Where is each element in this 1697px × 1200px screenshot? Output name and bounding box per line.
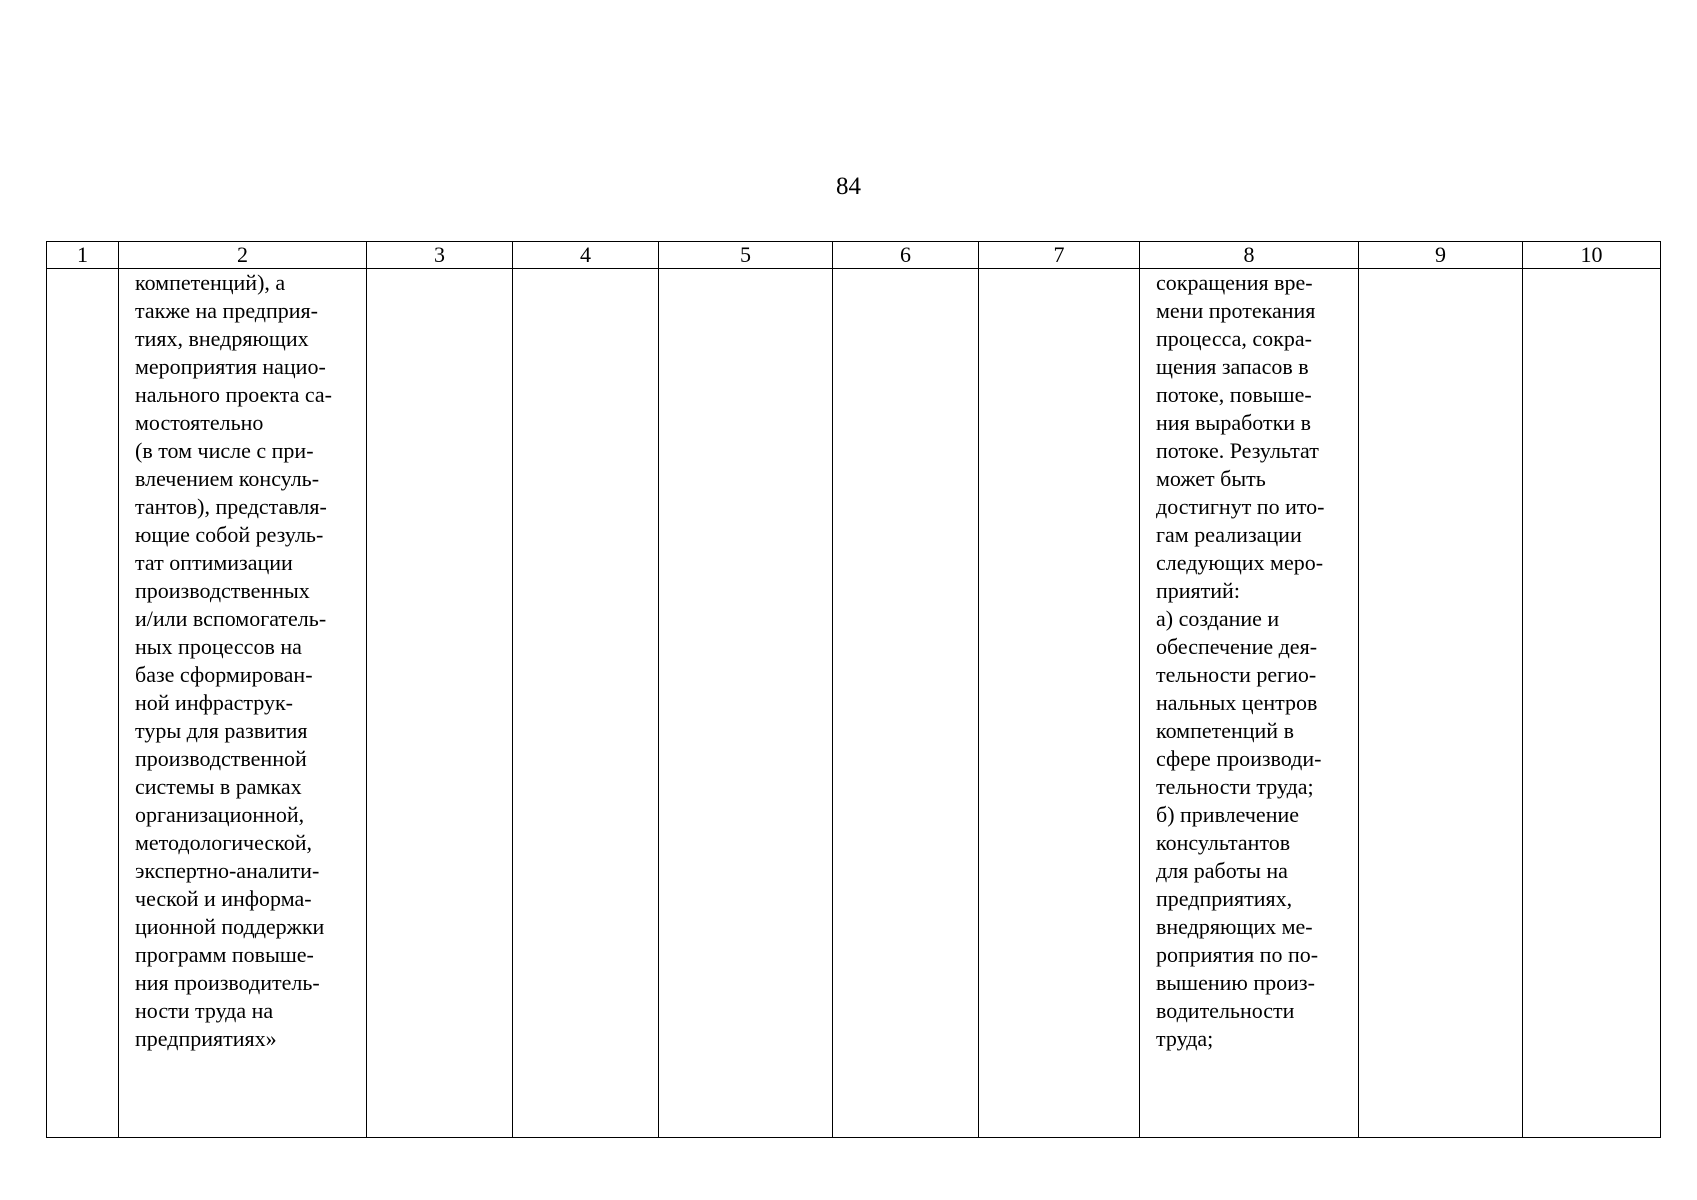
column-header-5: 5: [659, 242, 833, 269]
cell-col-8: [1140, 269, 1359, 1138]
table-row: [47, 269, 1661, 1138]
cell-col-1: [47, 269, 119, 1138]
cell-col-9: [1359, 269, 1523, 1138]
cell-col-4: [513, 269, 659, 1138]
cell-col-7: [979, 269, 1140, 1138]
table-header-row: [47, 242, 1661, 269]
column-header-7: 7: [979, 242, 1140, 269]
column-header-6: 6: [833, 242, 979, 269]
column-header-2: 2: [119, 242, 367, 269]
cell-text-col-8: сокращения вре- мени протекания процесса, сокра- щения запасов в потоке, повыше- ния выработки в потоке. Результат может быть достигнут по ито- гам реализации следующих меро- приятий: а) создание и обеспечение дея- тельности регио- нальных центров компетенций в сфере производи- тельности труда; б) привлечение консультантов для работы на предприятиях, внедряющих ме- роприятия по по- вышению произ- водительности труда;: [1156, 270, 1325, 1051]
column-header-8: 8: [1140, 242, 1359, 269]
column-header-9: 9: [1359, 242, 1523, 269]
column-header-4: 4: [513, 242, 659, 269]
column-header-3: 3: [367, 242, 513, 269]
page-number: 84: [836, 173, 861, 200]
column-header-10: 10: [1523, 242, 1661, 269]
cell-col-5: [659, 269, 833, 1138]
cell-col-2: [119, 269, 367, 1138]
cell-col-6: [833, 269, 979, 1138]
cell-col-3: [367, 269, 513, 1138]
cell-text-col-2: компетенций), а также на предприя- тиях, внедряющих мероприятия нацио- нального проекта са- мостоятельно (в том числе с при- влечением консуль- тантов), представля- ющие собой резуль- тат оптимизации производственных и/или вспомогатель- ных процессов на базе сформирован- ной инфраструк- туры для развития производственной системы в рамках организационной, методологической, экспертно-аналити- ческой и информа- ционной поддержки программ повыше- ния производитель- ности труда на предприятиях»: [135, 270, 332, 1051]
column-header-1: 1: [47, 242, 119, 269]
cell-col-10: [1523, 269, 1661, 1138]
document-table: [46, 241, 1661, 1138]
